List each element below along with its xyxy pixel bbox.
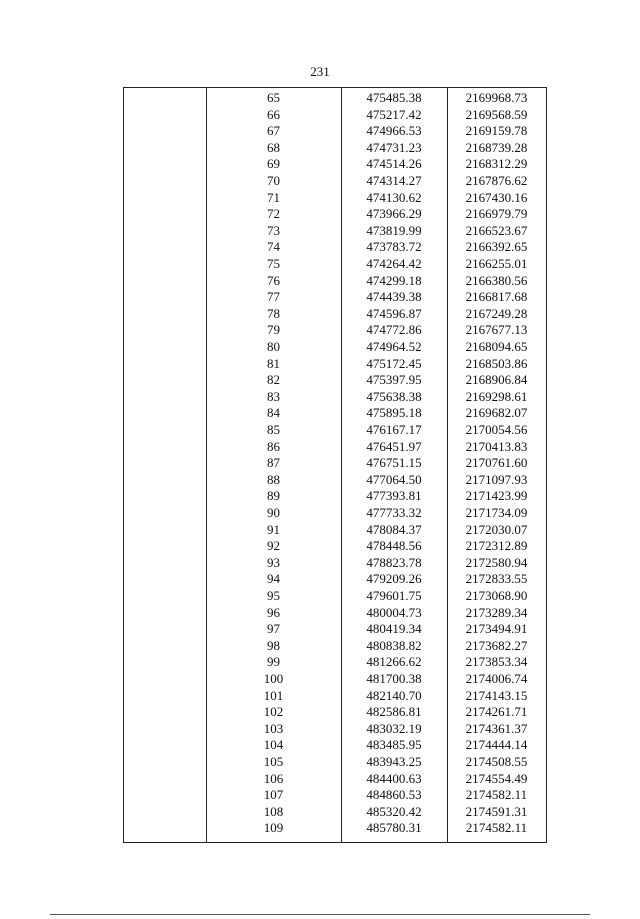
- y-coordinate-cell: 2172833.55: [465, 571, 528, 587]
- y-coordinate-cell: 2173289.34: [465, 604, 528, 620]
- y-coordinate-cell: 2168739.28: [465, 139, 528, 155]
- y-coordinate-cell: 2174508.55: [465, 754, 528, 769]
- y-coordinate-cell: 2174143.15: [465, 687, 528, 703]
- point-number-cell: 68: [267, 139, 280, 155]
- y-coordinate-cell: 2173068.90: [465, 588, 528, 603]
- table-row: [124, 306, 546, 323]
- y-coordinate-cell: 2166392.65: [465, 239, 528, 255]
- point-number-cell: 105: [263, 754, 284, 769]
- y-coordinate-cell: 2166817.68: [465, 289, 528, 305]
- table-row: [124, 123, 546, 140]
- table-row: [124, 555, 546, 572]
- y-coordinate-cell: 2174554.49: [465, 770, 528, 786]
- table-row: [124, 223, 546, 240]
- x-coordinate-cell: 476751.15: [366, 455, 422, 471]
- table-row: [124, 820, 546, 837]
- point-number-cell: 102: [263, 704, 284, 720]
- point-number-cell: 92: [267, 538, 280, 554]
- point-number-cell: 106: [263, 770, 284, 786]
- table-row: [124, 239, 546, 256]
- x-coordinate-cell: 479601.75: [366, 588, 422, 603]
- table-row: [124, 156, 546, 173]
- point-number-cell: 67: [267, 123, 280, 139]
- point-number-cell: 81: [267, 355, 280, 371]
- y-coordinate-cell: 2173682.27: [465, 637, 528, 653]
- point-number-cell: 66: [267, 106, 280, 122]
- y-coordinate-cell: 2169968.73: [465, 90, 528, 105]
- x-coordinate-cell: 480004.73: [366, 604, 422, 620]
- table-row: [124, 289, 546, 306]
- x-coordinate-cell: 474772.86: [366, 322, 422, 338]
- x-coordinate-cell: 475172.45: [366, 355, 422, 371]
- y-coordinate-cell: 2170413.83: [465, 438, 528, 454]
- point-number-cell: 80: [267, 339, 280, 354]
- point-number-cell: 70: [267, 173, 280, 188]
- point-number-cell: 72: [267, 206, 280, 222]
- y-coordinate-cell: 2167876.62: [465, 173, 528, 188]
- y-coordinate-cell: 2169159.78: [465, 123, 528, 139]
- x-coordinate-cell: 482140.70: [366, 687, 422, 703]
- y-coordinate-cell: 2171423.99: [465, 488, 528, 504]
- table-row: [124, 256, 546, 273]
- y-coordinate-cell: 2174582.11: [465, 787, 528, 803]
- table-row: [124, 455, 546, 472]
- point-number-cell: 71: [267, 189, 280, 205]
- point-number-cell: 85: [267, 422, 280, 437]
- x-coordinate-cell: 484400.63: [366, 770, 422, 786]
- y-coordinate-cell: 2173853.34: [465, 654, 528, 670]
- y-coordinate-cell: 2168503.86: [465, 355, 528, 371]
- table-row: [124, 754, 546, 771]
- point-number-cell: 95: [267, 588, 280, 603]
- table-row: [124, 322, 546, 339]
- x-coordinate-cell: 478084.37: [366, 521, 422, 537]
- table-row: [124, 638, 546, 655]
- x-coordinate-cell: 473783.72: [366, 239, 422, 255]
- y-coordinate-cell: 2174261.71: [465, 704, 528, 720]
- table-row: [124, 389, 546, 406]
- table-row: [124, 688, 546, 705]
- y-coordinate-cell: 2166255.01: [465, 256, 528, 271]
- x-coordinate-cell: 475895.18: [366, 405, 422, 421]
- coordinate-table: [123, 87, 547, 843]
- point-number-cell: 69: [267, 156, 280, 172]
- table-row: [124, 571, 546, 588]
- table-row: [124, 107, 546, 124]
- point-number-cell: 88: [267, 471, 280, 487]
- table-row: [124, 173, 546, 190]
- table-row: [124, 372, 546, 389]
- x-coordinate-cell: 480838.82: [366, 637, 422, 653]
- x-coordinate-cell: 482586.81: [366, 704, 422, 720]
- x-coordinate-cell: 474299.18: [366, 272, 422, 288]
- y-coordinate-cell: 2174361.37: [465, 720, 528, 736]
- table-row: [124, 405, 546, 422]
- table-row: [124, 538, 546, 555]
- table-row: [124, 273, 546, 290]
- x-coordinate-cell: 475638.38: [366, 388, 422, 404]
- x-coordinate-cell: 477393.81: [366, 488, 422, 504]
- table-row: [124, 654, 546, 671]
- x-coordinate-cell: 476167.17: [366, 422, 422, 437]
- point-number-cell: 97: [267, 621, 280, 637]
- y-coordinate-cell: 2172580.94: [465, 554, 528, 570]
- y-coordinate-cell: 2174591.31: [465, 803, 528, 819]
- table-row: [124, 472, 546, 489]
- x-coordinate-cell: 480419.34: [366, 621, 422, 637]
- x-coordinate-cell: 485320.42: [366, 803, 422, 819]
- y-coordinate-cell: 2172030.07: [465, 521, 528, 537]
- point-number-cell: 94: [267, 571, 280, 587]
- table-row: [124, 90, 546, 107]
- x-coordinate-cell: 478448.56: [366, 538, 422, 554]
- x-coordinate-cell: 473966.29: [366, 206, 422, 222]
- x-coordinate-cell: 474514.26: [366, 156, 422, 172]
- point-number-cell: 96: [267, 604, 280, 620]
- y-coordinate-cell: 2166979.79: [465, 206, 528, 222]
- point-number-cell: 87: [267, 455, 280, 471]
- table-row: [124, 356, 546, 373]
- x-coordinate-cell: 483032.19: [366, 720, 422, 736]
- y-coordinate-cell: 2169682.07: [465, 405, 528, 421]
- point-number-cell: 84: [267, 405, 280, 421]
- table-row: [124, 339, 546, 356]
- y-coordinate-cell: 2171097.93: [465, 471, 528, 487]
- page-bottom-rule: [50, 914, 590, 915]
- y-coordinate-cell: 2167430.16: [465, 189, 528, 205]
- x-coordinate-cell: 474314.27: [366, 173, 422, 188]
- y-coordinate-cell: 2174444.14: [465, 737, 528, 753]
- x-coordinate-cell: 474964.52: [366, 339, 422, 354]
- x-coordinate-cell: 474439.38: [366, 289, 422, 305]
- table-row: [124, 771, 546, 788]
- x-coordinate-cell: 474731.23: [366, 139, 422, 155]
- point-number-cell: 99: [267, 654, 280, 670]
- y-coordinate-cell: 2169298.61: [465, 388, 528, 404]
- table-row: [124, 488, 546, 505]
- table-row: [124, 522, 546, 539]
- y-coordinate-cell: 2166523.67: [465, 222, 528, 238]
- point-number-cell: 76: [267, 272, 280, 288]
- x-coordinate-cell: 481266.62: [366, 654, 422, 670]
- point-number-cell: 83: [267, 388, 280, 404]
- point-number-cell: 82: [267, 372, 280, 388]
- table-row: [124, 737, 546, 754]
- point-number-cell: 74: [267, 239, 280, 255]
- x-coordinate-cell: 474596.87: [366, 305, 422, 321]
- table-row: [124, 422, 546, 439]
- x-coordinate-cell: 477733.32: [366, 505, 422, 520]
- table-row: [124, 206, 546, 223]
- x-coordinate-cell: 474966.53: [366, 123, 422, 139]
- point-number-cell: 73: [267, 222, 280, 238]
- x-coordinate-cell: 483943.25: [366, 754, 422, 769]
- table-row: [124, 787, 546, 804]
- y-coordinate-cell: 2169568.59: [465, 106, 528, 122]
- point-number-cell: 65: [267, 90, 280, 105]
- y-coordinate-cell: 2166380.56: [465, 272, 528, 288]
- x-coordinate-cell: 475397.95: [366, 372, 422, 388]
- x-coordinate-cell: 474264.42: [366, 256, 422, 271]
- y-coordinate-cell: 2168312.29: [465, 156, 528, 172]
- table-row: [124, 588, 546, 605]
- point-number-cell: 75: [267, 256, 280, 271]
- table-row: [124, 605, 546, 622]
- y-coordinate-cell: 2173494.91: [465, 621, 528, 637]
- page-number: 231: [310, 64, 330, 79]
- y-coordinate-cell: 2172312.89: [465, 538, 528, 554]
- x-coordinate-cell: 481700.38: [366, 671, 422, 686]
- table-row: [124, 721, 546, 738]
- y-coordinate-cell: 2168094.65: [465, 339, 528, 354]
- point-number-cell: 107: [263, 787, 284, 803]
- x-coordinate-cell: 475485.38: [366, 90, 422, 105]
- x-coordinate-cell: 477064.50: [366, 471, 422, 487]
- y-coordinate-cell: 2174582.11: [465, 820, 528, 836]
- y-coordinate-cell: 2167677.13: [465, 322, 528, 338]
- point-number-cell: 78: [267, 305, 280, 321]
- point-number-cell: 98: [267, 637, 280, 653]
- table-row: [124, 704, 546, 721]
- point-number-cell: 109: [263, 820, 284, 836]
- table-row: [124, 621, 546, 638]
- table-row: [124, 140, 546, 157]
- x-coordinate-cell: 474130.62: [366, 189, 422, 205]
- x-coordinate-cell: 484860.53: [366, 787, 422, 803]
- point-number-cell: 90: [267, 505, 280, 520]
- x-coordinate-cell: 485780.31: [366, 820, 422, 836]
- y-coordinate-cell: 2167249.28: [465, 305, 528, 321]
- point-number-cell: 101: [263, 687, 284, 703]
- table-row: [124, 505, 546, 522]
- table-row: [124, 671, 546, 688]
- point-number-cell: 77: [267, 289, 280, 305]
- y-coordinate-cell: 2168906.84: [465, 372, 528, 388]
- point-number-cell: 89: [267, 488, 280, 504]
- table-row: [124, 190, 546, 207]
- point-number-cell: 91: [267, 521, 280, 537]
- point-number-cell: 108: [263, 803, 284, 819]
- point-number-cell: 100: [263, 671, 284, 686]
- x-coordinate-cell: 483485.95: [366, 737, 422, 753]
- point-number-cell: 79: [267, 322, 280, 338]
- x-coordinate-cell: 473819.99: [366, 222, 422, 238]
- point-number-cell: 86: [267, 438, 280, 454]
- point-number-cell: 104: [263, 737, 284, 753]
- table-row: [124, 804, 546, 821]
- point-number-cell: 103: [263, 720, 284, 736]
- x-coordinate-cell: 479209.26: [366, 571, 422, 587]
- y-coordinate-cell: 2174006.74: [465, 671, 528, 686]
- table-row: [124, 439, 546, 456]
- y-coordinate-cell: 2171734.09: [465, 505, 528, 520]
- y-coordinate-cell: 2170761.60: [465, 455, 528, 471]
- x-coordinate-cell: 475217.42: [366, 106, 422, 122]
- x-coordinate-cell: 476451.97: [366, 438, 422, 454]
- x-coordinate-cell: 478823.78: [366, 554, 422, 570]
- y-coordinate-cell: 2170054.56: [465, 422, 528, 437]
- point-number-cell: 93: [267, 554, 280, 570]
